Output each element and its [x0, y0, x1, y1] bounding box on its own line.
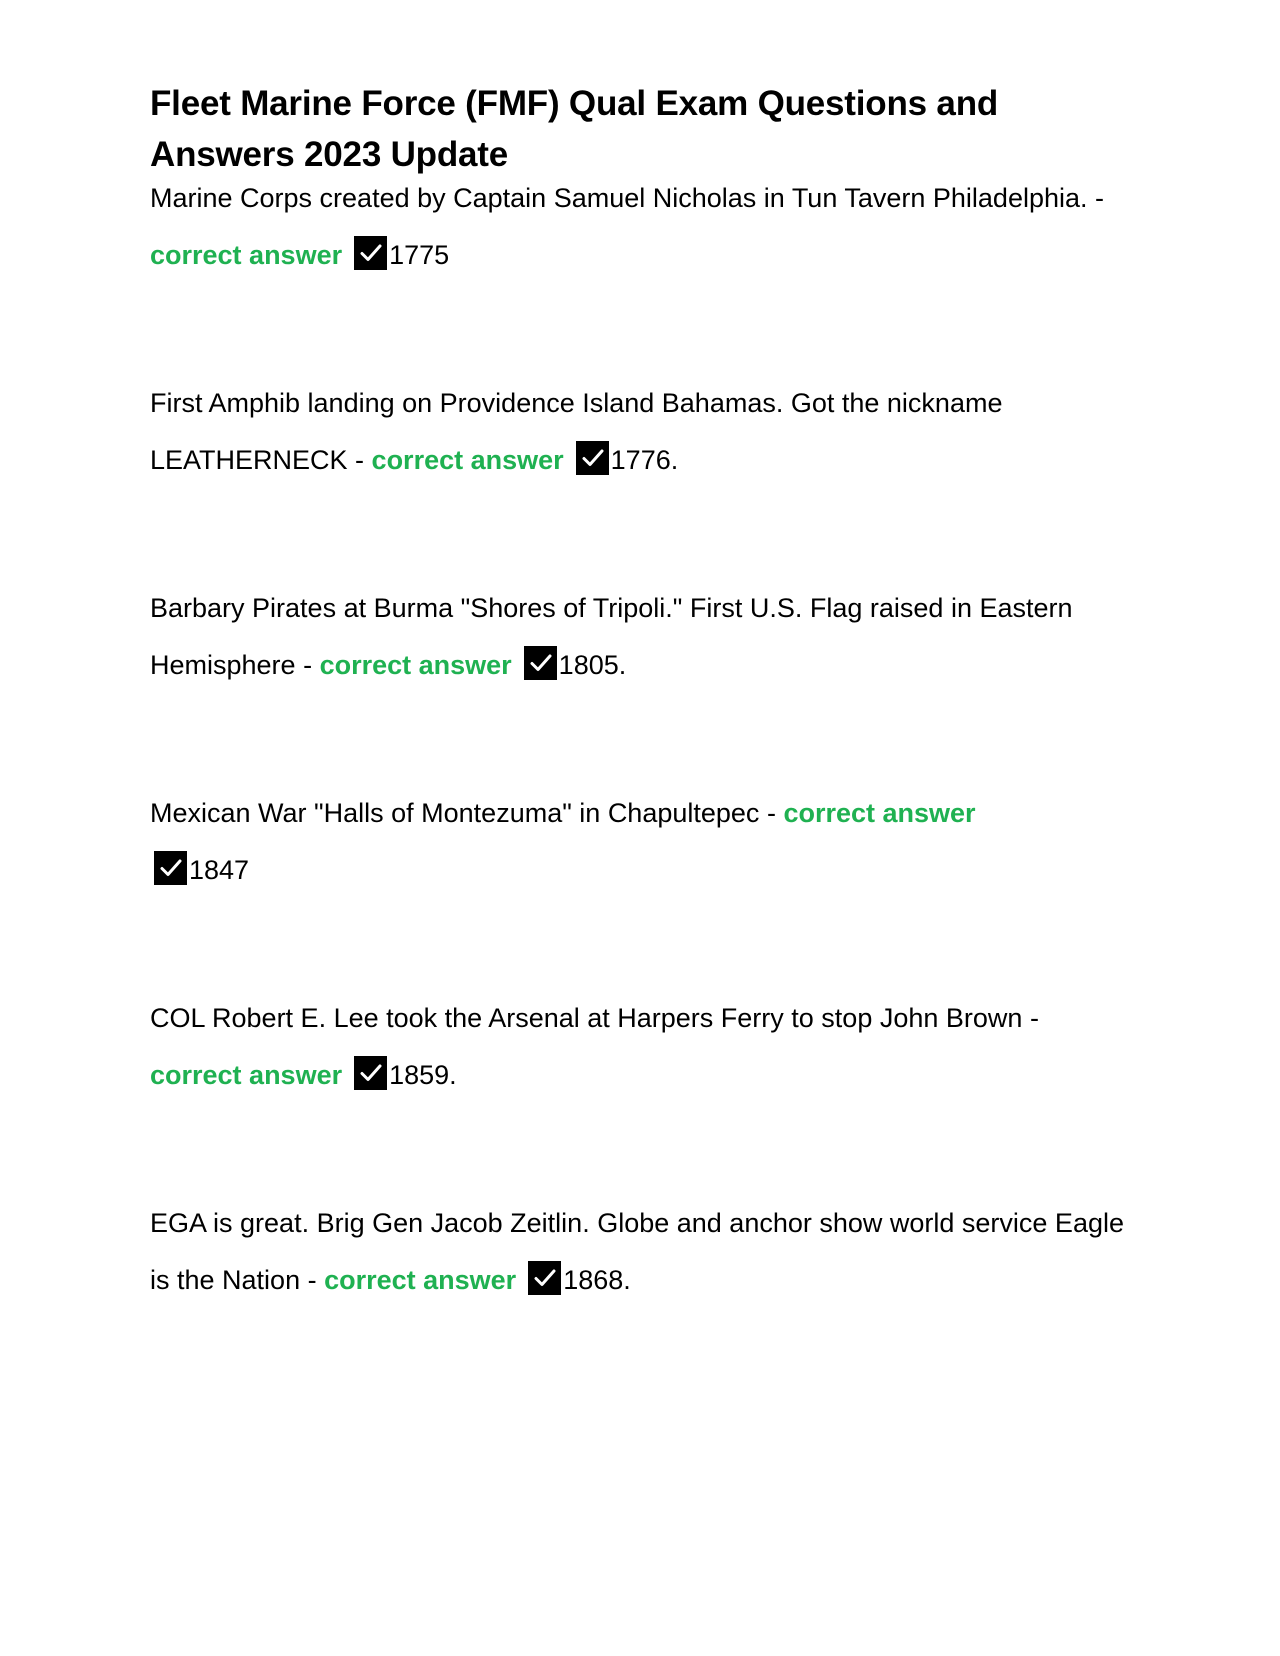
separator: -	[1022, 1003, 1039, 1033]
question-text: Barbary Pirates at Burma "Shores of Tripoli." First U.S. Flag raised in Eastern Hemisphere	[150, 593, 1073, 680]
qa-item	[150, 375, 1130, 489]
answer-label: correct answer	[371, 445, 564, 475]
answer-label: correct answer	[319, 650, 512, 680]
qa-item	[150, 580, 1130, 694]
answer-label: correct answer	[783, 798, 976, 828]
check-box-icon	[576, 441, 609, 475]
separator: -	[300, 1265, 325, 1295]
document-title: Fleet Marine Force (FMF) Qual Exam Questions and Answers 2023 Update	[150, 84, 999, 174]
qa-item	[150, 1195, 1130, 1309]
check-box-icon	[524, 646, 557, 680]
question-text: EGA is great. Brig Gen Jacob Zeitlin. Globe and anchor show world service Eagle is the Nation	[150, 1208, 1124, 1295]
question-text: Mexican War "Halls of Montezuma" in Chapultepec	[150, 798, 760, 828]
check-box-icon	[528, 1261, 561, 1295]
check-box-icon	[354, 236, 387, 270]
question-text: Marine Corps created by Captain Samuel Nicholas in Tun Tavern Philadelphia.	[150, 183, 1088, 213]
qa-item	[150, 785, 1130, 899]
answer-label: correct answer	[150, 1060, 343, 1090]
answer-label: correct answer	[150, 240, 343, 270]
answer-text: 1859.	[389, 1060, 457, 1090]
separator: -	[759, 798, 784, 828]
question-text: COL Robert E. Lee took the Arsenal at Harpers Ferry to stop John Brown	[150, 1003, 1023, 1033]
answer-text: 1805.	[558, 650, 627, 680]
separator: -	[1087, 183, 1105, 213]
check-box-icon	[354, 1056, 387, 1090]
qa-item	[150, 170, 1130, 284]
question-text: First Amphib landing on Providence Island Bahamas. Got the nickname LEATHERNECK	[150, 388, 1003, 475]
separator: -	[295, 650, 320, 680]
answer-text: 1868.	[563, 1265, 631, 1295]
answer-text: 1776.	[610, 445, 679, 475]
qa-item	[150, 990, 1130, 1104]
document-page	[150, 78, 1130, 1309]
answer-text: 1847	[189, 855, 250, 885]
answer-label: correct answer	[324, 1265, 517, 1295]
separator: -	[347, 445, 372, 475]
answer-text: 1775	[389, 240, 450, 270]
check-box-icon	[154, 851, 187, 885]
